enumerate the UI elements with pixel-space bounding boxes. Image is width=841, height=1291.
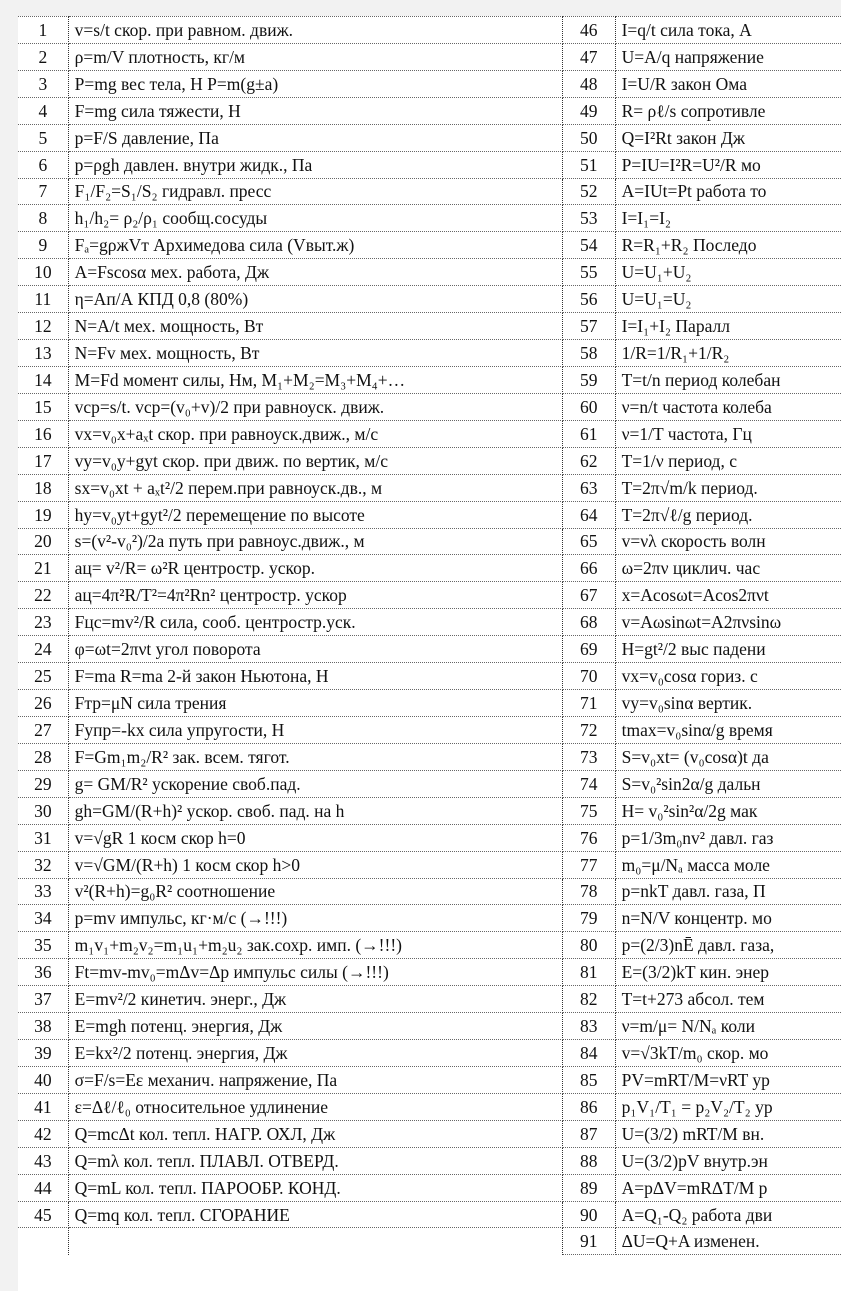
left-row-number: 8	[18, 205, 68, 232]
formula-row	[18, 1013, 841, 1040]
formula-row	[18, 716, 841, 743]
formula-row	[18, 1147, 841, 1174]
formula-table	[18, 16, 841, 1255]
left-row-number: 19	[18, 501, 68, 528]
formula-row	[18, 286, 841, 313]
right-row-number: 63	[562, 474, 615, 501]
formula-row	[18, 1201, 841, 1228]
right-formula: ω=2πν циклич. час	[615, 555, 841, 582]
formula-row	[18, 151, 841, 178]
left-formula: Fцс=mv²/R сила, сооб. центростр.уск.	[68, 609, 562, 636]
right-formula: I=I₁=I₂	[615, 205, 841, 232]
right-formula: I=U/R закон Ома	[615, 70, 841, 97]
left-formula: φ=ωt=2πνt угол поворота	[68, 636, 562, 663]
left-row-number: 3	[18, 70, 68, 97]
formula-sheet	[18, 16, 841, 1291]
right-formula: P=IU=I²R=U²/R мо	[615, 151, 841, 178]
right-formula: PV=mRT/M=νRT ур	[615, 1066, 841, 1093]
left-row-number	[18, 1228, 68, 1255]
right-row-number: 83	[562, 1013, 615, 1040]
formula-row	[18, 743, 841, 770]
formula-row	[18, 447, 841, 474]
left-row-number: 27	[18, 716, 68, 743]
right-row-number: 67	[562, 582, 615, 609]
formula-row	[18, 178, 841, 205]
left-row-number: 20	[18, 528, 68, 555]
right-row-number: 66	[562, 555, 615, 582]
right-formula: ν=n/t частота колеба	[615, 393, 841, 420]
left-formula: ρ=m/V плотность, кг/м	[68, 43, 562, 70]
left-row-number: 44	[18, 1174, 68, 1201]
left-formula: Fₐ=gρжVт Архимедова сила (Vвыт.ж)	[68, 232, 562, 259]
left-row-number: 36	[18, 959, 68, 986]
left-row-number: 35	[18, 932, 68, 959]
right-formula: v=√3kT/m₀ скор. мо	[615, 1040, 841, 1067]
left-row-number: 40	[18, 1066, 68, 1093]
right-row-number: 74	[562, 770, 615, 797]
left-formula: N=Fv мех. мощность, Вт	[68, 340, 562, 367]
right-row-number: 47	[562, 43, 615, 70]
left-formula: h₁/h₂= ρ₂/ρ₁ сообщ.сосуды	[68, 205, 562, 232]
right-formula: U=(3/2) mRT/M вн.	[615, 1120, 841, 1147]
right-row-number: 86	[562, 1093, 615, 1120]
left-formula: v=√GM/(R+h) 1 косм скор h>0	[68, 851, 562, 878]
right-formula: p=(2/3)nĒ давл. газа,	[615, 932, 841, 959]
formula-row	[18, 501, 841, 528]
left-formula: gh=GM/(R+h)² ускор. своб. пад. на h	[68, 797, 562, 824]
right-formula: T=t/n период колебан	[615, 366, 841, 393]
formula-row	[18, 878, 841, 905]
formula-row	[18, 690, 841, 717]
left-row-number: 42	[18, 1120, 68, 1147]
left-formula: M=Fd момент силы, Нм, M₁+M₂=M₃+M₄+…	[68, 366, 562, 393]
formula-row	[18, 313, 841, 340]
left-row-number: 41	[18, 1093, 68, 1120]
right-row-number: 57	[562, 313, 615, 340]
left-row-number: 13	[18, 340, 68, 367]
left-formula: A=Fscosα мех. работа, Дж	[68, 259, 562, 286]
right-row-number: 91	[562, 1228, 615, 1255]
left-formula: g= GM/R² ускорение своб.пад.	[68, 770, 562, 797]
right-formula: T=1/ν период, с	[615, 447, 841, 474]
left-formula: Fтр=μN сила трения	[68, 690, 562, 717]
formula-row	[18, 609, 841, 636]
left-row-number: 38	[18, 1013, 68, 1040]
left-row-number: 33	[18, 878, 68, 905]
formula-row	[18, 663, 841, 690]
formula-row	[18, 528, 841, 555]
formula-row	[18, 259, 841, 286]
left-formula: E=mgh потенц. энергия, Дж	[68, 1013, 562, 1040]
left-row-number: 4	[18, 97, 68, 124]
left-formula: vср=s/t. vср=(v₀+v)/2 при равноуск. движ.	[68, 393, 562, 420]
left-formula: v²(R+h)=g₀R² соотношение	[68, 878, 562, 905]
right-formula: A=IUt=Pt работа то	[615, 178, 841, 205]
left-formula: vx=v₀x+aₓt скор. при равноуск.движ., м/с	[68, 420, 562, 447]
right-formula: S=v₀²sin2α/g дальн	[615, 770, 841, 797]
left-formula: η=Ап/А КПД 0,8 (80%)	[68, 286, 562, 313]
right-formula: E=(3/2)kT кин. энер	[615, 959, 841, 986]
left-row-number: 18	[18, 474, 68, 501]
left-row-number: 10	[18, 259, 68, 286]
formula-row	[18, 555, 841, 582]
right-formula: T=t+273 абсол. тем	[615, 986, 841, 1013]
formula-row	[18, 474, 841, 501]
left-row-number: 34	[18, 905, 68, 932]
formula-row	[18, 582, 841, 609]
left-formula: Q=mcΔt кол. тепл. НАГР. ОХЛ, Дж	[68, 1120, 562, 1147]
left-formula	[68, 1228, 562, 1255]
left-row-number: 29	[18, 770, 68, 797]
left-formula: Fупр=-kx сила упругости, Н	[68, 716, 562, 743]
right-row-number: 78	[562, 878, 615, 905]
formula-row	[18, 1040, 841, 1067]
right-row-number: 79	[562, 905, 615, 932]
right-formula: 1/R=1/R₁+1/R₂	[615, 340, 841, 367]
formula-row	[18, 393, 841, 420]
left-row-number: 43	[18, 1147, 68, 1174]
formula-row	[18, 1174, 841, 1201]
left-row-number: 45	[18, 1201, 68, 1228]
right-row-number: 59	[562, 366, 615, 393]
left-formula: v=s/t скор. при равном. движ.	[68, 17, 562, 44]
right-formula: ν=1/T частота, Гц	[615, 420, 841, 447]
left-row-number: 25	[18, 663, 68, 690]
right-formula: ΔU=Q+A изменен.	[615, 1228, 841, 1255]
right-row-number: 51	[562, 151, 615, 178]
right-row-number: 64	[562, 501, 615, 528]
left-formula: v=√gR 1 косм скор h=0	[68, 824, 562, 851]
right-formula: tmax=v₀sinα/g время	[615, 716, 841, 743]
left-formula: hy=v₀yt+gyt²/2 перемещение по высоте	[68, 501, 562, 528]
formula-row	[18, 636, 841, 663]
left-row-number: 37	[18, 986, 68, 1013]
right-row-number: 56	[562, 286, 615, 313]
right-formula: T=2π√ℓ/g период.	[615, 501, 841, 528]
right-formula: Q=I²Rt закон Дж	[615, 124, 841, 151]
right-formula: U=U₁+U₂	[615, 259, 841, 286]
right-row-number: 53	[562, 205, 615, 232]
right-formula: U=A/q напряжение	[615, 43, 841, 70]
left-formula: Ft=mv-mv₀=mΔv=Δp импульс силы (→!!!)	[68, 959, 562, 986]
right-formula: p₁V₁/T₁ = p₂V₂/T₂ ур	[615, 1093, 841, 1120]
formula-row	[18, 70, 841, 97]
right-row-number: 54	[562, 232, 615, 259]
right-formula: S=v₀xt= (v₀cosα)t да	[615, 743, 841, 770]
right-row-number: 70	[562, 663, 615, 690]
left-formula: σ=F/s=Eε механич. напряжение, Па	[68, 1066, 562, 1093]
right-row-number: 50	[562, 124, 615, 151]
left-row-number: 23	[18, 609, 68, 636]
right-formula: H=gt²/2 выс падени	[615, 636, 841, 663]
right-formula: v=νλ скорость волн	[615, 528, 841, 555]
right-row-number: 87	[562, 1120, 615, 1147]
right-row-number: 46	[562, 17, 615, 44]
left-formula: aц= v²/R= ω²R центростр. ускор.	[68, 555, 562, 582]
right-row-number: 89	[562, 1174, 615, 1201]
left-formula: F₁/F₂=S₁/S₂ гидравл. пресс	[68, 178, 562, 205]
left-formula: F=ma R=ma 2-й закон Ньютона, Н	[68, 663, 562, 690]
right-row-number: 88	[562, 1147, 615, 1174]
formula-row	[18, 124, 841, 151]
left-formula: vy=v₀y+gyt скор. при движ. по вертик, м/с	[68, 447, 562, 474]
right-formula: m₀=μ/Nₐ масса моле	[615, 851, 841, 878]
right-row-number: 65	[562, 528, 615, 555]
left-formula: m₁v₁+m₂v₂=m₁u₁+m₂u₂ зак.сохр. имп. (→!!!)	[68, 932, 562, 959]
right-formula: R=R₁+R₂ Последо	[615, 232, 841, 259]
left-row-number: 2	[18, 43, 68, 70]
left-formula: P=mg вес тела, Н P=m(g±a)	[68, 70, 562, 97]
formula-row	[18, 1093, 841, 1120]
right-formula: U=U₁=U₂	[615, 286, 841, 313]
formula-row	[18, 932, 841, 959]
right-formula: vy=v₀sinα вертик.	[615, 690, 841, 717]
right-formula: A=pΔV=mRΔT/M р	[615, 1174, 841, 1201]
formula-row	[18, 905, 841, 932]
left-row-number: 22	[18, 582, 68, 609]
right-formula: p=nkT давл. газа, П	[615, 878, 841, 905]
left-formula: p=ρgh давлен. внутри жидк., Па	[68, 151, 562, 178]
right-formula: A=Q₁-Q₂ работа дви	[615, 1201, 841, 1228]
right-row-number: 55	[562, 259, 615, 286]
left-row-number: 28	[18, 743, 68, 770]
right-row-number: 69	[562, 636, 615, 663]
formula-row	[18, 205, 841, 232]
left-formula: E=kx²/2 потенц. энергия, Дж	[68, 1040, 562, 1067]
formula-row	[18, 1228, 841, 1255]
formula-row	[18, 17, 841, 44]
left-formula: E=mv²/2 кинетич. энерг., Дж	[68, 986, 562, 1013]
formula-row	[18, 851, 841, 878]
formula-row	[18, 97, 841, 124]
right-formula: T=2π√m/k период.	[615, 474, 841, 501]
left-formula: ε=Δℓ/ℓ₀ относительное удлинение	[68, 1093, 562, 1120]
right-formula: U=(3/2)pV внутр.эн	[615, 1147, 841, 1174]
left-row-number: 11	[18, 286, 68, 313]
right-row-number: 48	[562, 70, 615, 97]
left-row-number: 16	[18, 420, 68, 447]
right-row-number: 84	[562, 1040, 615, 1067]
right-row-number: 85	[562, 1066, 615, 1093]
right-row-number: 73	[562, 743, 615, 770]
right-row-number: 62	[562, 447, 615, 474]
formula-row	[18, 770, 841, 797]
right-formula: vx=v₀cosα гориз. с	[615, 663, 841, 690]
left-row-number: 1	[18, 17, 68, 44]
right-row-number: 60	[562, 393, 615, 420]
right-row-number: 76	[562, 824, 615, 851]
left-formula: Q=mL кол. тепл. ПАРООБР. КОНД.	[68, 1174, 562, 1201]
left-row-number: 6	[18, 151, 68, 178]
right-formula: ν=m/μ= N/Nₐ коли	[615, 1013, 841, 1040]
left-row-number: 17	[18, 447, 68, 474]
right-row-number: 90	[562, 1201, 615, 1228]
formula-row	[18, 824, 841, 851]
formula-row	[18, 1066, 841, 1093]
right-row-number: 75	[562, 797, 615, 824]
formula-row	[18, 340, 841, 367]
left-row-number: 7	[18, 178, 68, 205]
right-row-number: 61	[562, 420, 615, 447]
left-formula: p=F/S давление, Па	[68, 124, 562, 151]
left-formula: p=mv импульс, кг·м/с (→!!!)	[68, 905, 562, 932]
left-row-number: 31	[18, 824, 68, 851]
formula-row	[18, 986, 841, 1013]
formula-row	[18, 43, 841, 70]
left-formula: aц=4π²R/T²=4π²Rn² центростр. ускор	[68, 582, 562, 609]
right-row-number: 49	[562, 97, 615, 124]
right-row-number: 80	[562, 932, 615, 959]
left-row-number: 30	[18, 797, 68, 824]
left-row-number: 5	[18, 124, 68, 151]
left-formula: s=(v²-v₀²)/2a путь при равноус.движ., м	[68, 528, 562, 555]
formula-row	[18, 959, 841, 986]
left-formula: N=A/t мех. мощность, Вт	[68, 313, 562, 340]
left-formula: Q=mq кол. тепл. СГОРАНИЕ	[68, 1201, 562, 1228]
right-row-number: 68	[562, 609, 615, 636]
right-row-number: 77	[562, 851, 615, 878]
formula-row	[18, 1120, 841, 1147]
right-formula: p=1/3m₀nv² давл. газ	[615, 824, 841, 851]
formula-row	[18, 797, 841, 824]
left-formula: sx=v₀xt + aₓt²/2 перем.при равноуск.дв., м	[68, 474, 562, 501]
formula-row	[18, 366, 841, 393]
left-row-number: 14	[18, 366, 68, 393]
right-formula: I=I₁+I₂ Паралл	[615, 313, 841, 340]
right-row-number: 71	[562, 690, 615, 717]
right-formula: I=q/t сила тока, А	[615, 17, 841, 44]
left-row-number: 32	[18, 851, 68, 878]
formula-row	[18, 232, 841, 259]
left-row-number: 39	[18, 1040, 68, 1067]
left-formula: F=Gm₁m₂/R² зак. всем. тягот.	[68, 743, 562, 770]
right-row-number: 52	[562, 178, 615, 205]
left-row-number: 24	[18, 636, 68, 663]
right-formula: n=N/V концентр. мо	[615, 905, 841, 932]
left-row-number: 9	[18, 232, 68, 259]
right-row-number: 72	[562, 716, 615, 743]
right-formula: H= v₀²sin²α/2g мак	[615, 797, 841, 824]
left-formula: Q=mλ кол. тепл. ПЛАВЛ. ОТВЕРД.	[68, 1147, 562, 1174]
left-row-number: 21	[18, 555, 68, 582]
right-row-number: 58	[562, 340, 615, 367]
right-formula: R= ρℓ/s сопротивле	[615, 97, 841, 124]
left-formula: F=mg сила тяжести, Н	[68, 97, 562, 124]
right-row-number: 82	[562, 986, 615, 1013]
left-row-number: 26	[18, 690, 68, 717]
right-row-number: 81	[562, 959, 615, 986]
left-row-number: 12	[18, 313, 68, 340]
left-row-number: 15	[18, 393, 68, 420]
right-formula: v=Aωsinωt=A2πνsinω	[615, 609, 841, 636]
formula-row	[18, 420, 841, 447]
right-formula: x=Acosωt=Acos2πνt	[615, 582, 841, 609]
